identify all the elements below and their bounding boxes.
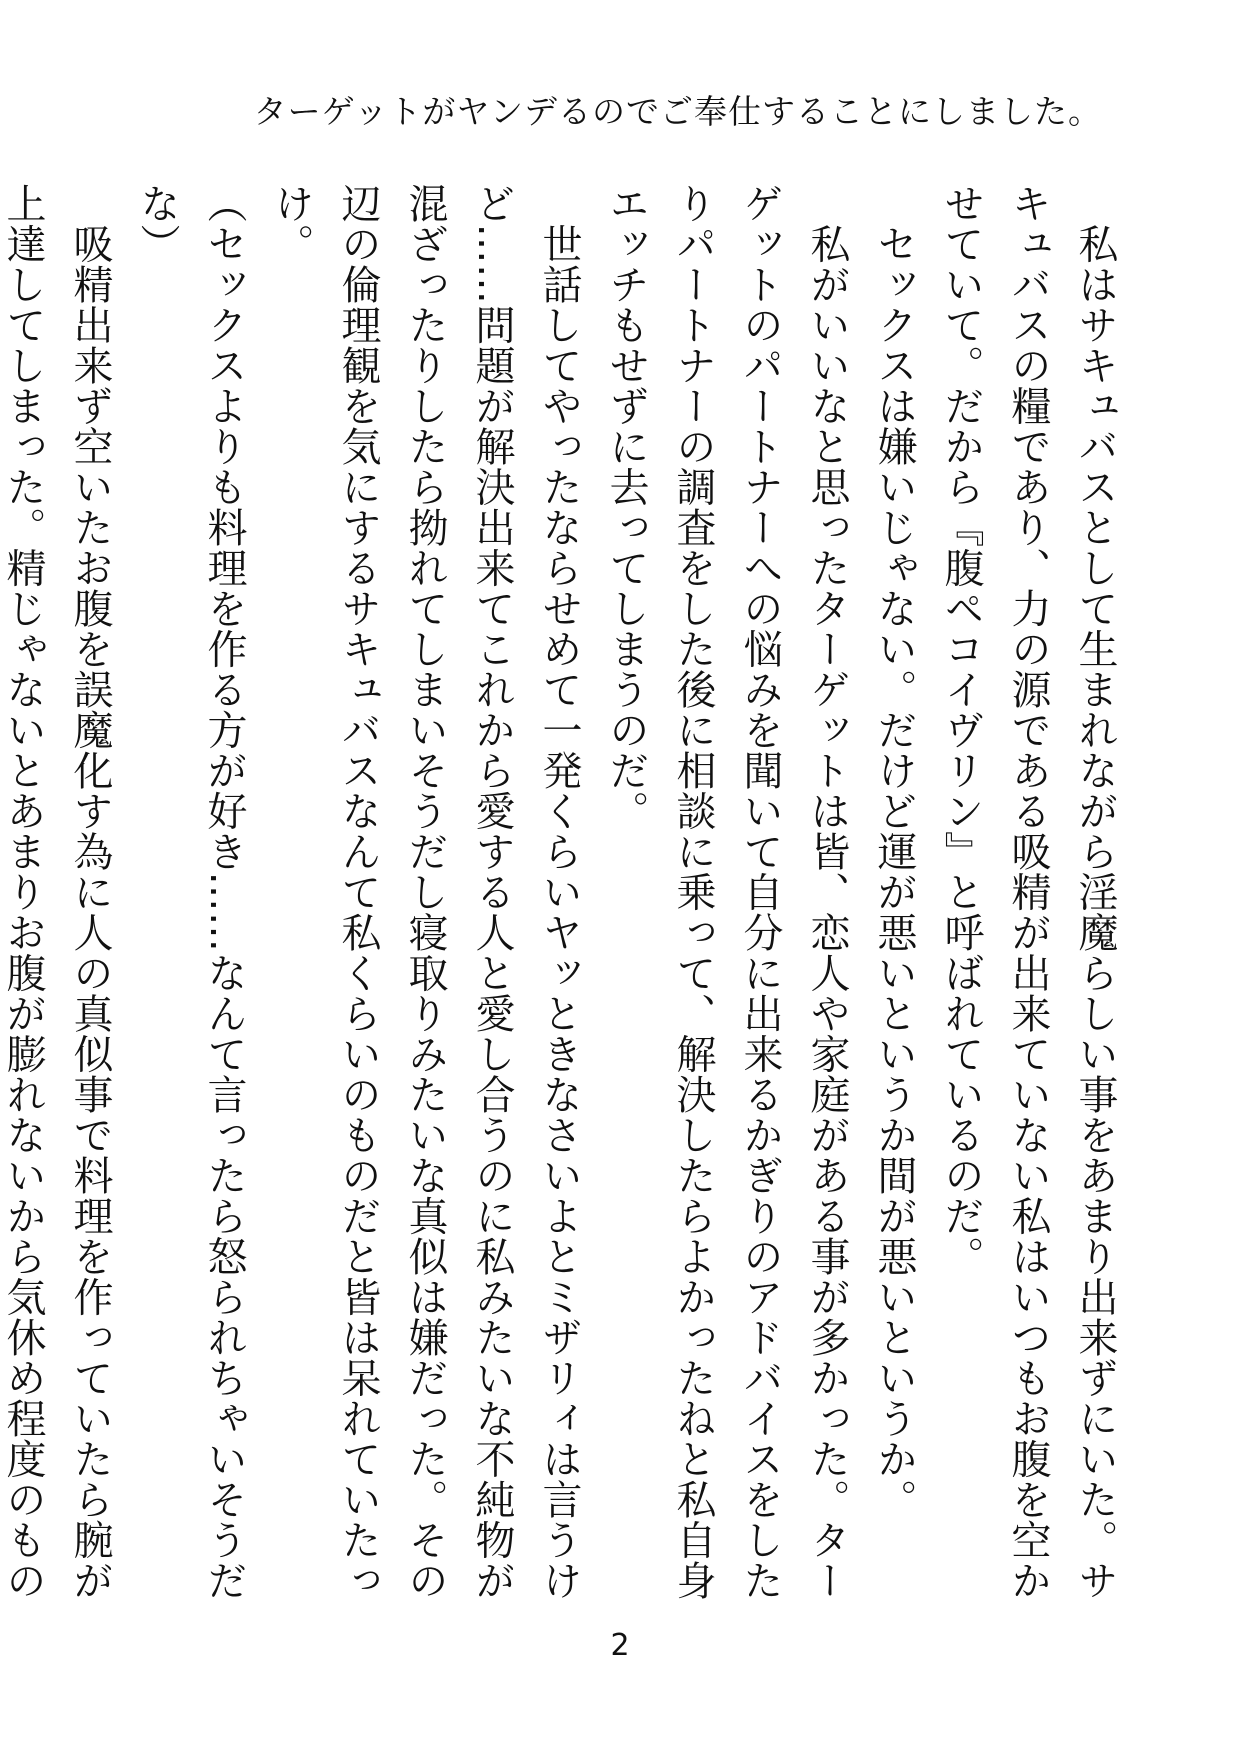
paragraph: セックスは嫌いじゃない。だけど運が悪いというか間が悪いというか。	[871, 183, 917, 1520]
paragraph: 私はサキュバスとして生まれながら淫魔らしい事をあまり出来ずにいた。サキュバスの糧であり、力の源である吸精が出来ていない私はいつもお腹を空かせていて。だから『腹ペコイヴリン』と呼ばれているのだ。	[938, 183, 1118, 1601]
body-text	[0, 183, 1128, 1623]
paragraph: 吸精出来ず空いたお腹を誤魔化す為に人の真似事で料理を作っていたら腕が上達してしまった。精じゃないとあまりお腹が膨れないから気休め程度のもの	[0, 183, 113, 1601]
paragraph: （セックスよりも料理を作る方が好き……なんて言ったら怒られちゃいそうだな）	[134, 183, 247, 1601]
paragraph: 私がいいなと思ったターゲットは皆、恋人や家庭がある事が多かった。ターゲットのパートナーへの悩みを聞いて自分に出来るかぎりのアドバイスをしたりパートナーの調査をした後に相談に乗って、解決したらよかったねと私自身エッチもせずに去ってしまうのだ。	[603, 183, 850, 1601]
paragraph: 世話してやったならせめて一発くらいヤッときなさいよとミザリィは言うけど……問題が解決出来てこれから愛する人と愛し合うのに私みたいな不純物が混ざったりしたら拗れてしまいそうだし寝取りみたいな真似は嫌だった。その辺の倫理観を気にするサキュバスなんて私くらいのものだと皆は呆れていたっけ。	[268, 183, 582, 1601]
running-header: ターゲットがヤンデるのでご奉仕することにしました。	[253, 92, 1102, 131]
page-number: 2	[610, 1628, 630, 1663]
